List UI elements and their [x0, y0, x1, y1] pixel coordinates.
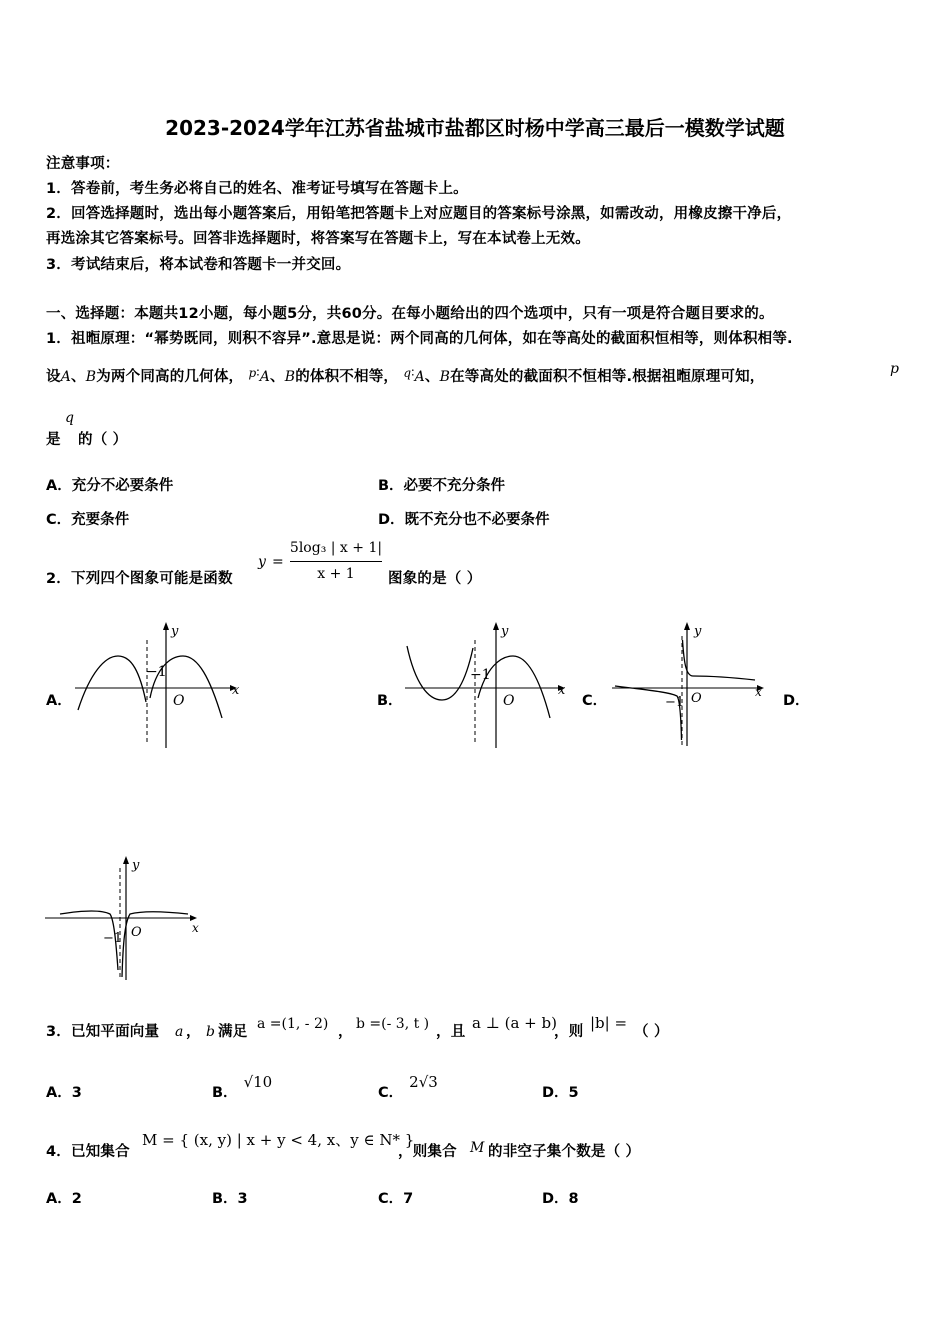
curve-left: [407, 646, 473, 700]
q1-text: 在等高处的截面积不恒相等.根据祖暅原理可知，: [450, 369, 765, 385]
q3-satisfy: 满足: [218, 1024, 248, 1040]
q2-option-d-label[interactable]: D．: [783, 693, 810, 709]
q4-option-d[interactable]: D．8: [542, 1191, 579, 1207]
q1-option-b[interactable]: B．必要不充分条件: [378, 478, 506, 494]
q2-graph-b[interactable]: [400, 618, 575, 750]
q1-math: q: [403, 366, 412, 380]
q2-eq: =: [272, 554, 284, 570]
q4-option-c[interactable]: C．7: [378, 1191, 414, 1207]
q1-text: 为两个同高的几何体，: [96, 369, 244, 385]
origin-label: O: [691, 691, 702, 706]
q4-stem-prefix: 4．已知集合: [46, 1144, 130, 1160]
section-heading: 一、选择题：本题共12小题，每小题5分，共60分。在每小题给出的四个选项中，只有一项是符合题目要求的。: [46, 306, 774, 322]
q3-a: a: [175, 1024, 184, 1040]
curve-left: [78, 656, 146, 710]
q1-math: B: [284, 369, 296, 385]
q2-option-b-label[interactable]: B．: [377, 693, 403, 709]
curve-right: [122, 912, 188, 977]
q3-and: ，且: [436, 1024, 466, 1040]
q2-stem-prefix: 2．下列四个图象可能是函数: [46, 571, 233, 587]
q1-stem-tail: 的（ ）: [78, 432, 128, 448]
q4-M: M: [470, 1140, 485, 1156]
q4-option-b[interactable]: B．3: [212, 1191, 248, 1207]
q1-math: A: [60, 369, 72, 385]
origin-label: O: [173, 693, 185, 709]
minus-one-label: −1: [470, 667, 491, 683]
q2-y: y: [258, 554, 266, 570]
x-label: x: [232, 683, 240, 698]
q1-math-p: p: [890, 361, 899, 377]
q3-option-d[interactable]: [542, 1081, 579, 1102]
q4-set: M = { (x, y) | x + y < 4, x、y ∈ N* }: [142, 1131, 415, 1149]
q3-option-b[interactable]: [212, 1073, 273, 1102]
q1-math: B: [439, 369, 451, 385]
q2-option-c-label[interactable]: C．: [582, 693, 608, 709]
q2-fraction-bar: [290, 561, 382, 562]
q3-abs-b: |b| =: [590, 1014, 628, 1032]
x-label: x: [558, 683, 566, 698]
q1-text: 、: [270, 369, 285, 385]
q3-comma: ，: [186, 1024, 201, 1040]
minus-one-label: −1: [665, 695, 685, 710]
origin-label: O: [503, 693, 515, 709]
q3-sep: ，: [338, 1024, 353, 1040]
option-label: D．: [542, 1085, 569, 1101]
q1-math: B: [85, 369, 97, 385]
q1-math-q: q: [65, 410, 74, 426]
notice-heading: 注意事项：: [46, 156, 120, 172]
q2-numerator: 5log₃ | x + 1|: [289, 540, 383, 556]
q1-stem-line2: [46, 365, 765, 386]
q1-text: 、: [71, 369, 86, 385]
q1-math: A: [259, 369, 270, 385]
q4-option-a[interactable]: A．2: [46, 1191, 82, 1207]
y-axis-arrow-icon: [684, 622, 690, 630]
q1-text: 的体积不相等，: [295, 369, 399, 385]
notice-item-2-cont: 再选涂其它答案标号。回答非选择题时，将答案写在答题卡上，写在本试卷上无效。: [46, 231, 590, 247]
y-label: y: [694, 624, 702, 639]
x-label: x: [755, 685, 762, 699]
notice-item-3: 3．考试结束后，将本试卷和答题卡一并交回。: [46, 257, 351, 273]
minus-one-label: −1: [103, 931, 123, 946]
q1-stem-line1: 1．祖暅原理：“幂势既同，则积不容异”.意思是说：两个同高的几何体，如在等高处的截面积恒相等，则体积相等.: [46, 331, 793, 347]
q1-option-a[interactable]: A．充分不必要条件: [46, 478, 174, 494]
q1-math: ∶: [256, 366, 260, 380]
q2-stem-suffix: 图象的是（ ）: [388, 571, 482, 587]
y-label: y: [501, 624, 509, 639]
q3-option-c[interactable]: [378, 1073, 438, 1102]
notice-item-1: 1．答卷前，考生务必将自己的姓名、准考证号填写在答题卡上。: [46, 181, 468, 197]
q3-perp: a ⊥ (a + b): [472, 1014, 557, 1032]
q1-text: 是: [46, 432, 61, 448]
y-axis-arrow-icon: [493, 622, 499, 630]
q1-option-d[interactable]: D．既不充分也不必要条件: [378, 512, 550, 528]
q1-text: 、: [424, 369, 440, 385]
q1-math: A: [414, 369, 425, 385]
option-label: A．: [46, 1085, 72, 1101]
notice-item-2: 2．回答选择题时，选出每小题答案后，用铅笔把答题卡上对应题目的答案标号涂黑，如需改动，用橡皮擦干净后，: [46, 206, 792, 222]
q2-graph-d[interactable]: [40, 852, 210, 984]
q1-math: p: [248, 366, 257, 380]
q2-option-a-label[interactable]: A．: [46, 693, 72, 709]
option-value: √10: [243, 1073, 273, 1091]
y-axis-arrow-icon: [163, 622, 169, 630]
q4-suffix-a: ，则集合: [398, 1144, 457, 1160]
q1-stem-line3: [46, 428, 61, 449]
q3-stem-prefix: 3．已知平面向量: [46, 1024, 160, 1040]
q1-math: ∶: [411, 366, 415, 380]
q2-denominator: x + 1: [317, 566, 355, 582]
q4-suffix-b: 的非空子集个数是（ ）: [488, 1144, 641, 1160]
q3-paren: （ ）: [634, 1024, 669, 1040]
x-label: x: [192, 921, 199, 935]
q3-then: ，则: [554, 1024, 584, 1040]
q3-a-value: a =(1, - 2): [257, 1016, 329, 1032]
q3-option-a[interactable]: [46, 1081, 82, 1102]
minus-one-label: −1: [146, 664, 167, 680]
q2-graph-c[interactable]: [607, 618, 777, 750]
option-value: 2√3: [409, 1073, 438, 1091]
q3-b: b: [206, 1024, 215, 1040]
q2-graph-a[interactable]: [70, 618, 245, 750]
y-label: y: [171, 624, 179, 639]
page-title: 2023-2024学年江苏省盐城市盐都区时杨中学高三最后一模数学试题: [165, 116, 785, 140]
q3-b-value: b =(- 3, t ): [356, 1016, 430, 1032]
y-axis-arrow-icon: [123, 856, 129, 864]
origin-label: O: [131, 925, 142, 940]
option-label: C．: [378, 1085, 404, 1101]
q1-option-c[interactable]: C．充要条件: [46, 512, 130, 528]
option-label: B．: [212, 1085, 238, 1101]
option-value: 3: [71, 1085, 82, 1101]
q1-text: 设: [46, 369, 61, 385]
curve-right: [683, 640, 756, 680]
option-value: 5: [568, 1085, 579, 1101]
y-label: y: [132, 858, 140, 873]
